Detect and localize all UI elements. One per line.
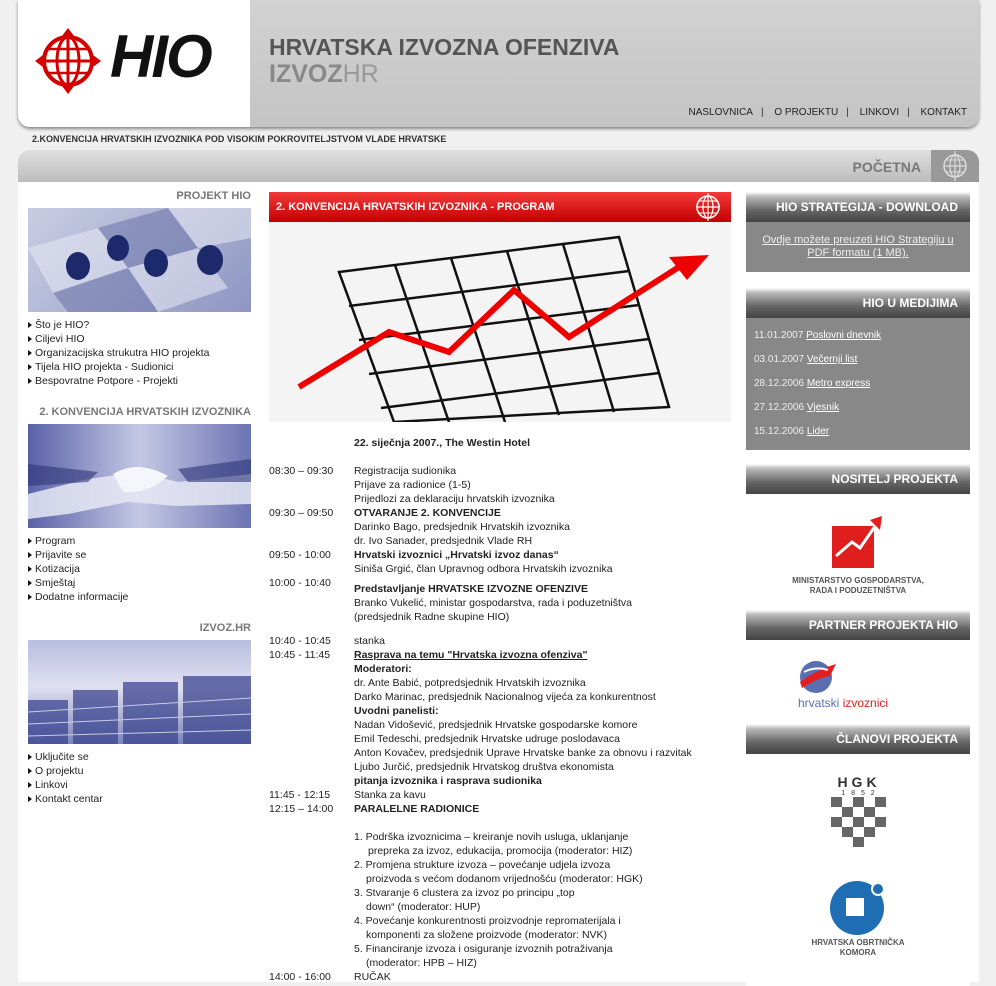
breadcrumb-bar — [18, 150, 979, 182]
program-item: stanka — [354, 635, 385, 647]
right-sidebar — [746, 192, 970, 986]
event-date: 22. siječnja 2007., The Westin Hotel — [354, 437, 531, 449]
partner-header: PARTNER PROJEKTA HIO — [746, 610, 970, 640]
list-item: 27.12.2006 Vjesnik — [754, 402, 840, 413]
checkerboard-icon — [831, 797, 887, 847]
list-item[interactable]: Dodatne informacije — [28, 590, 251, 604]
header — [18, 0, 979, 127]
time-slot: 11:45 - 12:15 — [269, 789, 331, 801]
discussion-link[interactable]: Rasprava na temu "Hrvatska izvozna ofenziva" — [354, 649, 588, 661]
globe-icon — [939, 150, 971, 182]
media-header: HIO U MEDIJIMA — [746, 288, 970, 318]
strategy-download-link[interactable]: Ovdje možete preuzeti HIO Strategiju u PDF formatu (1 MB). — [762, 234, 954, 259]
program-title-bar — [269, 192, 731, 222]
hok-name-line2: KOMORA — [839, 948, 877, 957]
media-link[interactable]: Lider — [806, 426, 830, 437]
time-slot: 10:40 - 10:45 — [269, 635, 331, 647]
hgk-year: 1 8 5 2 — [841, 790, 877, 797]
time-slot: 12:15 – 14:00 — [269, 803, 334, 815]
program-schedule — [269, 436, 731, 984]
konvencija-menu — [28, 534, 251, 604]
globe-icon — [693, 193, 723, 221]
program-item: OTVARANJE 2. KONVENCIJE Darinko Bago, predsjednik Hrvatskih izvoznika dr. Ivo Sanader, predsjednik Vlade RH — [354, 507, 570, 547]
handshake-image — [28, 424, 251, 528]
left-sidebar — [28, 182, 251, 806]
holder-header: NOSITELJ PROJEKTA — [746, 464, 970, 494]
list-item[interactable]: Program — [28, 534, 251, 548]
hgk-logo[interactable] — [831, 774, 887, 850]
hok-name-line1: HRVATSKA OBRTNIČKA — [811, 938, 905, 947]
hok-emblem-icon — [829, 880, 887, 936]
nav-naslovnica[interactable]: NASLOVNICA — [688, 107, 753, 118]
hok-logo[interactable] — [796, 880, 920, 958]
time-slot: 10:00 - 10:40 — [269, 577, 331, 589]
globe-logo-icon — [35, 28, 101, 94]
section-title-izvoz: IZVOZ.HR — [199, 622, 251, 634]
media-link[interactable]: Metro express — [806, 378, 871, 389]
ministry-name-line2: RADA I PODUZETNIŠTVA — [809, 586, 907, 595]
breadcrumb-globe — [931, 150, 979, 182]
partner-logo[interactable] — [746, 640, 970, 724]
media-link[interactable]: Večernji list — [806, 354, 858, 365]
list-item[interactable]: O projektu — [28, 764, 251, 778]
ministry-logo[interactable] — [746, 494, 970, 610]
program-item: Stanka za kavu — [354, 789, 426, 801]
list-item: 28.12.2006 Metro express — [754, 378, 871, 389]
logo[interactable] — [18, 0, 250, 127]
time-slot: 09:50 - 10:00 — [269, 549, 331, 561]
list-item[interactable]: Organizacijska strukutra HIO projekta — [28, 346, 251, 360]
hgk-letters: HGK — [837, 774, 881, 790]
nav-o-projektu[interactable]: O PROJEKTU — [774, 107, 839, 118]
list-item[interactable]: Ciljevi HIO — [28, 332, 251, 346]
strategy-box — [746, 222, 970, 272]
growth-chart-image — [269, 222, 731, 422]
members-logos — [746, 754, 970, 986]
list-item[interactable]: Smještaj — [28, 576, 251, 590]
time-slot: 08:30 – 09:30 — [269, 465, 334, 477]
center-content — [269, 192, 731, 984]
list-item[interactable]: Tijela HIO projekta - Sudionici — [28, 360, 251, 374]
program-item: Hrvatski izvoznici „Hrvatski izvoz danas“ Siniša Grgić, član Upravnog odbora Hrvatskih izvoznika — [354, 549, 613, 575]
media-list — [746, 318, 970, 450]
program-item: PARALELNE RADIONICE 1. Podrška izvoznicima – kreiranje novih usluga, uklanjanje prepreka za izvoz, edukacija, promocija (moderator: HIZ) 2. Promjena strukture izvoza – povećanje udjela izvoza proizvoda s većom dodanom vrijednošću (moderator: HGK) 3. Stvaranje 6 clustera za izvoz po principu „top down“ (moderator: HUP) 4. Povećanje konkurentnosti proizvodnje repromaterijala i komponenti za složene proizvode (moderator: NVK) 5. Financiranje izvoza i osiguranje izvoznih potraživanja (moderator: HPB – HIZ) — [354, 803, 643, 969]
list-item[interactable]: Linkovi — [28, 778, 251, 792]
nav-linkovi[interactable]: LINKOVI — [859, 107, 900, 118]
site-title: HRVATSKA IZVOZNA OFENZIVA — [269, 34, 620, 60]
time-slot: 10:45 - 11:45 — [269, 649, 331, 661]
program-item: RUČAK — [354, 971, 391, 983]
chess-image — [28, 208, 251, 312]
members-header: ČLANOVI PROJEKTA — [746, 724, 970, 754]
list-item[interactable]: Uključite se — [28, 750, 251, 764]
izvoz-menu — [28, 750, 251, 806]
list-item[interactable]: Kotizacija — [28, 562, 251, 576]
top-nav: NASLOVNICA | O PROJEKTU | LINKOVI | KONTAKT — [688, 107, 967, 118]
partner-globe-icon — [798, 660, 838, 694]
main-content — [18, 182, 979, 982]
nav-kontakt[interactable]: KONTAKT — [920, 107, 967, 118]
site-subtitle: IZVOZHR — [269, 60, 379, 88]
containers-image — [28, 640, 251, 744]
list-item[interactable]: Bespovratne Potpore - Projekti — [28, 374, 251, 388]
list-item[interactable]: Kontakt centar — [28, 792, 251, 806]
program-item: Registracija sudionika Prijave za radionice (1-5) Prijedlozi za deklaraciju hrvatskih izvoznika — [354, 465, 555, 505]
partner-name: hrvatski izvoznici — [798, 696, 889, 710]
ministry-name-line1: MINISTARSTVO GOSPODARSTVA, — [792, 576, 924, 585]
time-slot: 14:00 - 16:00 — [269, 971, 331, 983]
tagline: 2.KONVENCIJA HRVATSKIH IZVOZNIKA POD VISOKIM POKROVITELJSTVOM VLADE HRVATSKE — [32, 134, 447, 144]
list-item[interactable]: Prijavite se — [28, 548, 251, 562]
projekt-menu — [28, 318, 251, 388]
strategy-header: HIO STRATEGIJA - DOWNLOAD — [746, 192, 970, 222]
ministry-arrow-icon — [832, 516, 884, 568]
program-item: Predstavljanje HRVATSKE IZVOZNE OFENZIVE Branko Vukelić, ministar gospodarstva, rada i poduzetništva (predsjednik Radne skupine HIO) — [354, 583, 633, 623]
logo-text: HIO — [110, 23, 211, 90]
program-item: Rasprava na temu "Hrvatska izvozna ofenziva" Moderatori: dr. Ante Babić, potpredsjednik Hrvatskih izvoznika Darko Marinac, predsjednik Nacionalnog vijeća za konkurentnost Uvodni panelisti: Nadan Vidošević, predsjednik Hrvatske gospodarske komore Emil Tedeschi, predsjednik Hrvatske udruge poslodavaca Anton Kovačev, predsjednik Uprave Hrvatske banke za obnovu i razvitak Ljubo Jurčić, predsjednik Hrvatskog društva ekonomista pitanja izvoznika i rasprava sudionika — [354, 648, 731, 788]
list-item: 03.01.2007 Večernji list — [754, 354, 858, 365]
list-item: 15.12.2006 Lider — [754, 426, 830, 437]
list-item[interactable]: Što je HIO? — [28, 318, 251, 332]
time-slot: 09:30 – 09:50 — [269, 507, 334, 519]
breadcrumb[interactable]: POČETNA — [852, 159, 921, 175]
section-title-konvencija: 2. KONVENCIJA HRVATSKIH IZVOZNIKA — [39, 406, 251, 418]
media-link[interactable]: Vjesnik — [806, 402, 840, 413]
media-link[interactable]: Poslovni dnevnik — [806, 330, 882, 341]
list-item: 11.01.2007 Poslovni dnevnik — [754, 330, 882, 341]
section-title-projekt: PROJEKT HIO — [176, 190, 251, 202]
program-title: 2. KONVENCIJA HRVATSKIH IZVOZNIKA - PROGRAM — [276, 201, 555, 213]
